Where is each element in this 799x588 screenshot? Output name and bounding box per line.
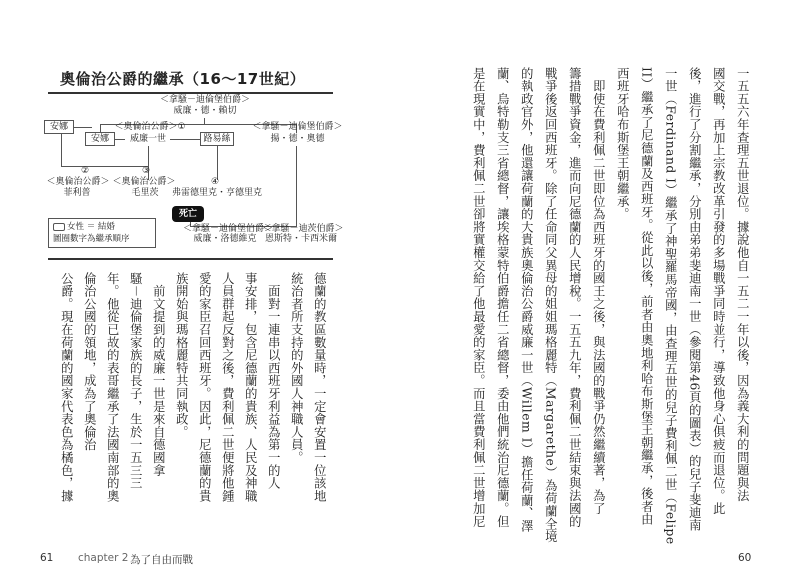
chart-dead-badge: 死亡 (172, 206, 204, 222)
chart-prince1-title: ＜奧倫治公爵＞① (114, 122, 186, 132)
chart-louise: 路易絲 (200, 132, 234, 146)
chart-nassau-left-name: 威廉・洛德維克 (193, 234, 257, 244)
left-body-line: 人員群起反對之後，費利佩二世便將他鍾 (220, 272, 235, 503)
right-body-line: 的執政官外，他還讓荷蘭的大貴族奧倫治公爵威廉一世（Willem I）擔任荷蘭、澤 (519, 67, 534, 533)
right-body-line: 是在現實中，費利佩二世卻將實權交給了他最愛的家臣。而且當費利佩二世增加尼 (471, 67, 486, 528)
chart-legend (48, 218, 156, 248)
left-body-line: 年。他從已故的表哥繼承了法國南部的奧 (105, 272, 120, 503)
right-body-line: 籌措戰爭資金，進而向尼德蘭的人民增稅。一五五九年，費利佩二世結束與法國的 (567, 67, 582, 528)
left-body-line: 德蘭的教區數量時，一定會安置一位該地 (312, 272, 327, 503)
left-page-number: 61 (40, 552, 54, 564)
chart-anna-right: 安娜 (85, 132, 115, 146)
left-body-line: 前文提到的威廉一世是來自德國拿 (151, 272, 166, 477)
right-body-line: II）繼承了尼德蘭及西班牙。從此以後，前者由奧地利哈布斯堡王朝繼承，後者由 (639, 67, 654, 526)
chart-line (296, 191, 297, 227)
left-body-line: 愛的家臣召回西班牙。因此，尼德蘭的貴 (197, 272, 212, 503)
left-body-line: 族開始與瑪格麗特共同執政。 (174, 272, 189, 439)
chart-top-person-name: 威廉・德・賴切 (173, 106, 237, 116)
legend-box-icon (53, 223, 65, 231)
left-body-line: 公爵。現在荷蘭的國家代表色為橘色，據 (59, 272, 74, 503)
chart-line (148, 146, 149, 166)
chart-count-right-title: ＜拿騷－迪倫堡伯爵＞ (252, 122, 343, 132)
chart-line (217, 146, 218, 166)
left-body-line: 事安排，包含尼德蘭的貴族、人民及神職 (243, 272, 258, 503)
legend-numbers: 圖圈數字為繼承順序 (53, 234, 130, 244)
chart-title-rule (48, 92, 333, 94)
left-body-line: 騷－迪倫堡家族的長子，生於一五三三 (128, 272, 143, 490)
right-body-line: 後，進行了分割繼承，分別由弟弟斐迪南一世（參閱第46頁的圖表）的兒子斐迪南 (687, 67, 702, 532)
footer-chapter-title: 為了自由而戰 (130, 554, 193, 566)
chart-n2-num: ② (80, 166, 90, 176)
right-body-line: 戰爭後返回西班牙。除了任命同父異母的姐姐瑪格麗特（Margarethe）為荷蘭全境 (543, 67, 558, 544)
chart-line (61, 166, 149, 167)
legend-marriage: ＝ 結婚 (86, 222, 115, 232)
chart-n3-name: 毛里茨 (131, 188, 159, 198)
right-body-line: 蘭、烏特勒支三省總督，讓埃格蒙特伯爵擔任二省總督，委由他們統治尼德蘭。但 (495, 67, 510, 528)
chart-n3-num: ③ (141, 166, 151, 176)
chart-anna-left: 安娜 (44, 120, 74, 134)
chart-n2-title: ＜奧倫治公爵＞ (46, 177, 110, 187)
right-body-line: 一世（Ferdinand I）繼承了神聖羅馬帝國，由查理五世的兒子費利佩二世（Felipe (663, 67, 678, 545)
chart-prince1-name: 威廉一世 (129, 134, 166, 144)
right-body-line: 西班牙哈布斯堡王朝繼承。 (615, 67, 630, 221)
right-page-number: 60 (738, 552, 752, 564)
chart-nassau-right-title: ＜拿騷－迪茨伯爵＞ (262, 224, 344, 234)
chart-bottom-rule (48, 258, 333, 260)
chart-marriage-line (170, 139, 200, 140)
chart-n4-num: ④ (210, 177, 220, 187)
chart-marriage-line (74, 127, 92, 128)
chart-line (296, 146, 297, 191)
right-body-line: 國交戰，再加上宗教改革引發的多場戰爭同時並行，導致他身心俱疲而退位。此 (711, 67, 726, 515)
footer-chapter: chapter 2 (78, 552, 129, 564)
legend-female: 女性 (67, 222, 85, 232)
chart-count-right-name: 揚・德・奧德 (270, 134, 325, 144)
chart-nassau-left-title: ＜拿騷－迪倫堡伯爵＞ (183, 224, 274, 234)
chart-top-person-title: ＜拿騷－迪倫堡伯爵＞ (160, 95, 251, 105)
right-body-line: 即使在費利佩二世即位為西班牙的國王之後，與法國的戰爭仍然繼續著，為了 (591, 67, 606, 515)
chart-title: 奧倫治公爵的繼承（16～17世紀） (60, 70, 306, 88)
chart-nassau-right-name: 恩斯特・卡西米爾 (264, 234, 337, 244)
left-body-line: 倫治公國的領地，成為了奧倫治 (82, 272, 97, 452)
left-body-line: 面對一連串以西班牙利益為第一的人 (266, 272, 281, 490)
chart-n2-name: 菲利普 (63, 188, 91, 198)
right-body-line: 一五五六年查理五世退位。據說他自一五二一年以後，因為義大利的問題與法 (735, 67, 750, 503)
left-body-line: 統治者所支持的外國人神職人員。 (289, 272, 304, 464)
chart-n4-name: 弗雷德里克・亨德里克 (172, 188, 263, 198)
chart-n3-title: ＜奧倫治公爵＞ (112, 177, 176, 187)
